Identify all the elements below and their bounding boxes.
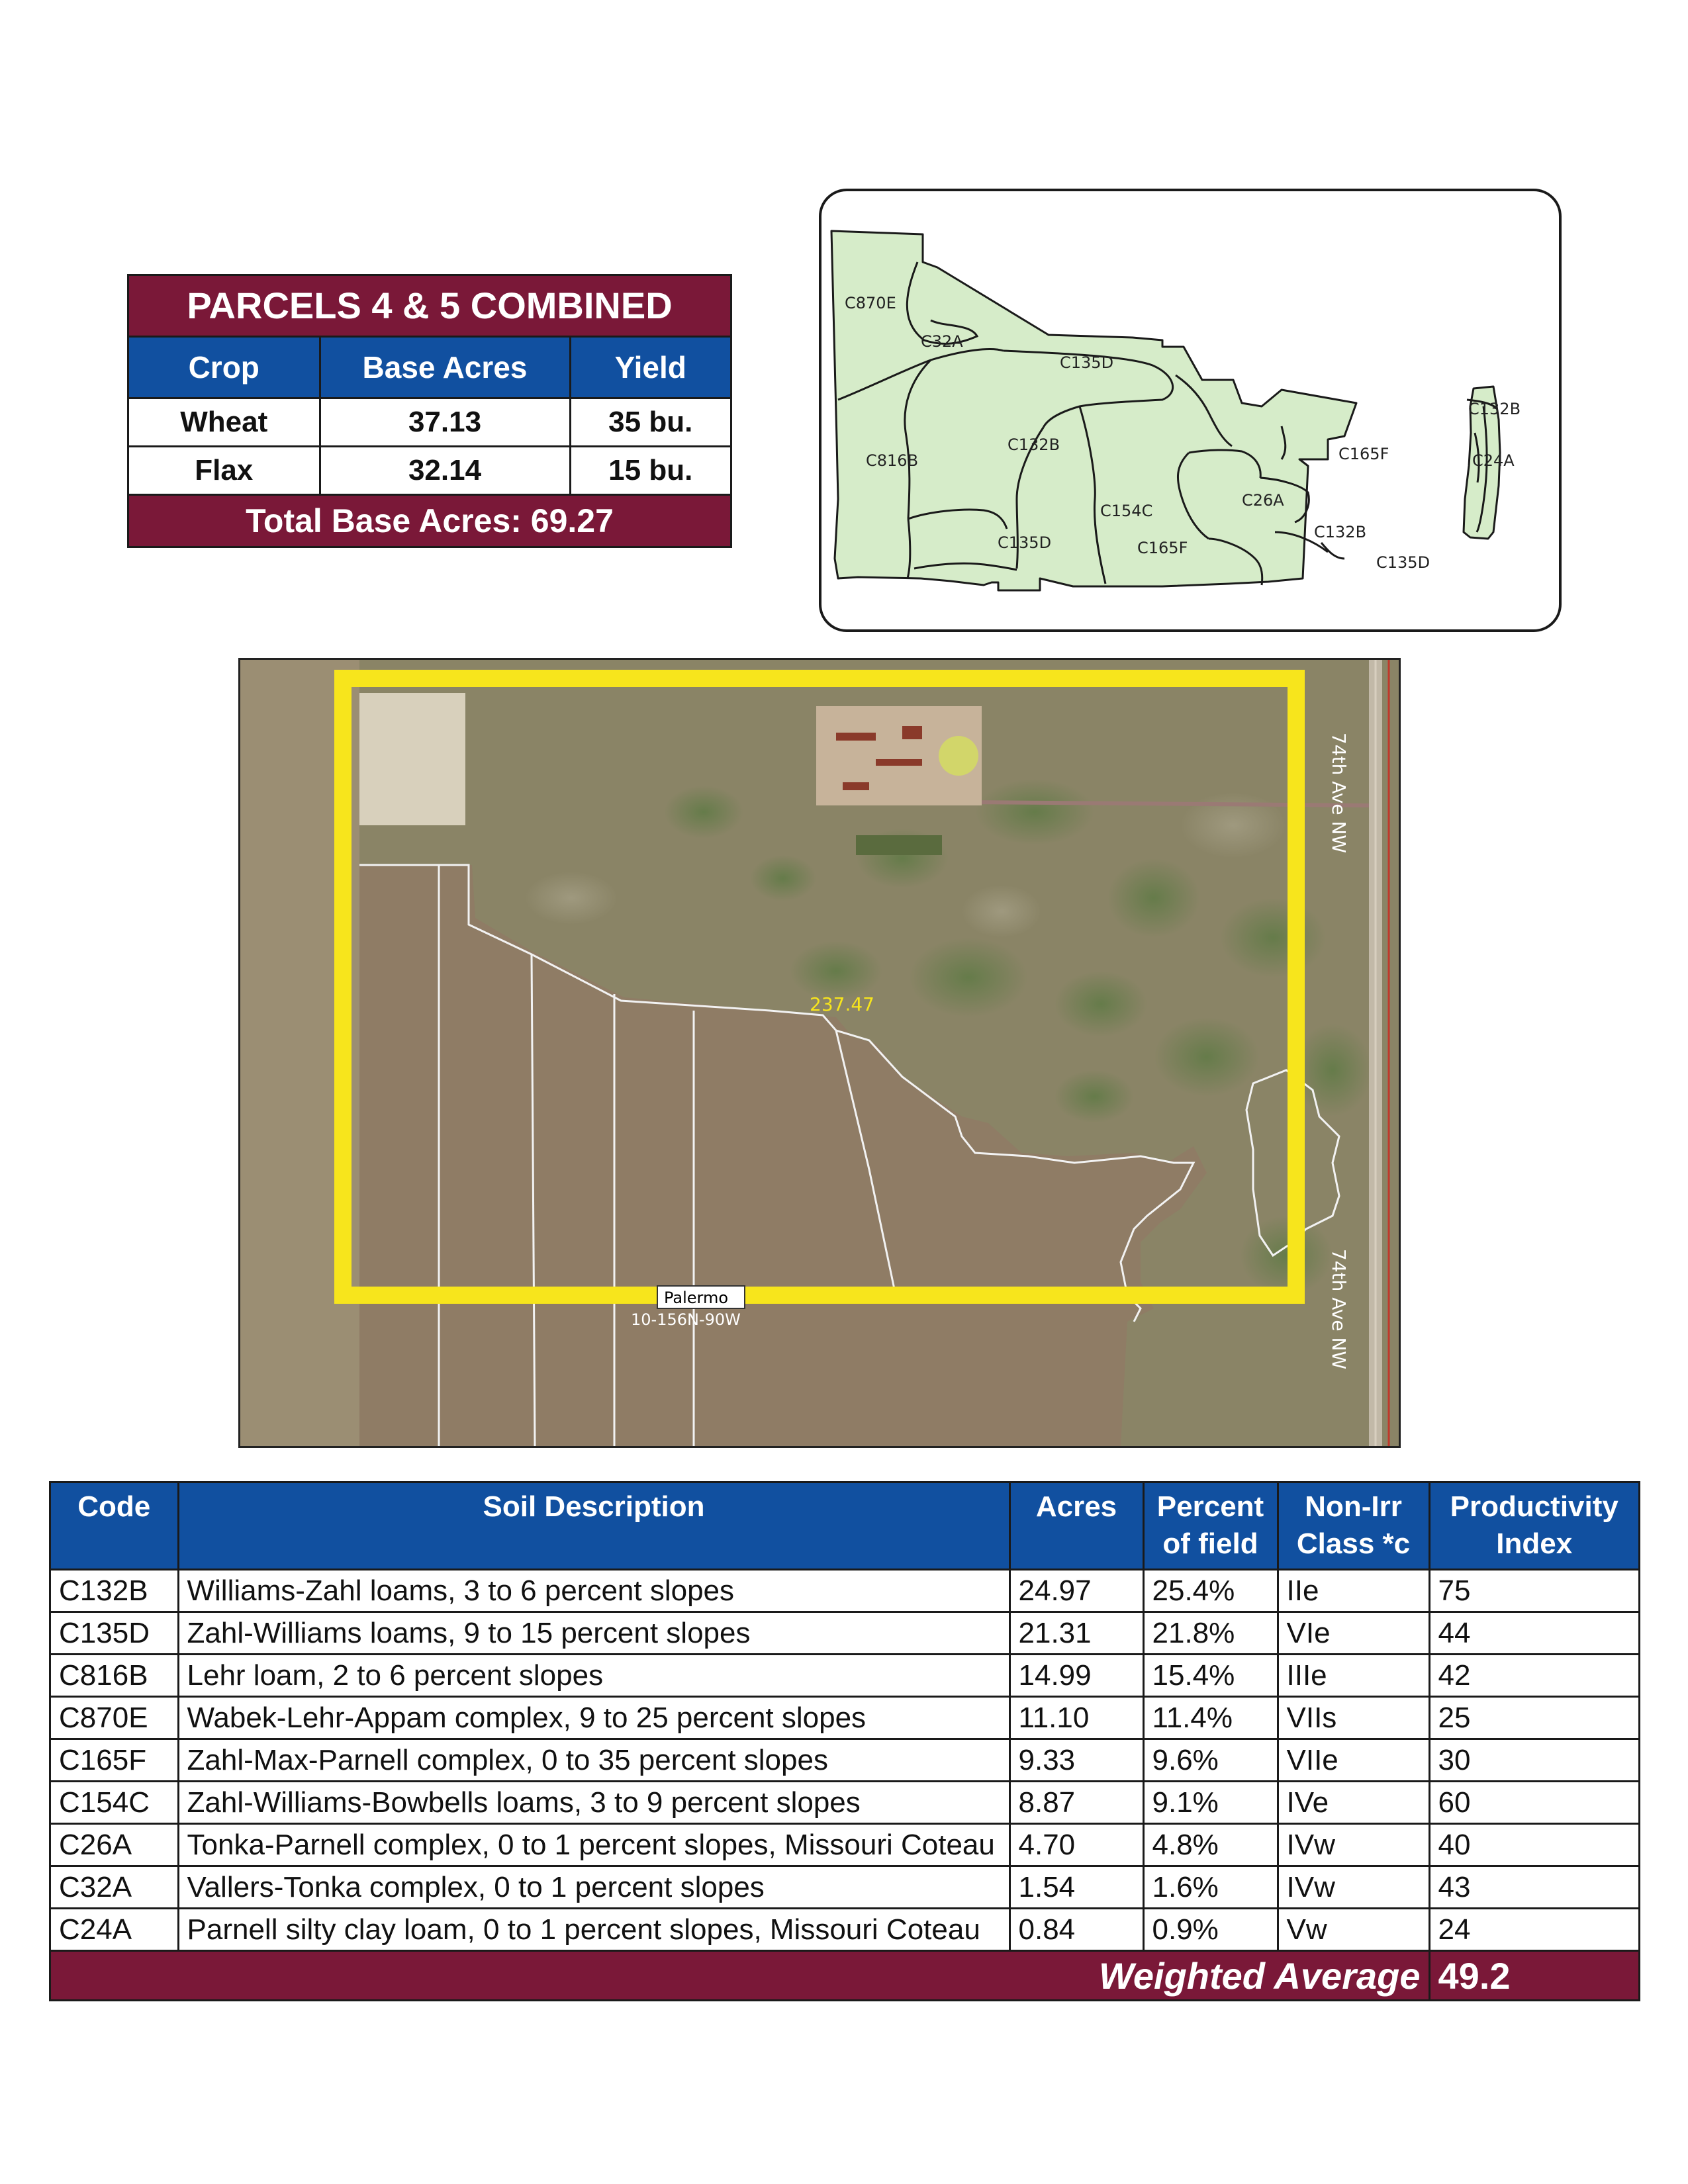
code-cell: C870E (51, 1697, 178, 1739)
aerial-photo (238, 658, 1401, 1448)
description-cell: Zahl-Williams loams, 9 to 15 percent slopes (178, 1612, 1009, 1655)
crop-cell: Wheat (129, 398, 320, 447)
header-soil-description: Soil Description (178, 1483, 1009, 1570)
index-cell: 30 (1429, 1739, 1638, 1782)
soil-header-row (51, 1483, 1638, 1570)
section-label: 10-156N-90W (631, 1310, 741, 1329)
class-cell: VIe (1278, 1612, 1429, 1655)
acres-cell: 37.13 (320, 398, 570, 447)
road-label-south: 74th Ave NW (1328, 1249, 1350, 1370)
map-label-C24A: C24A (1472, 451, 1515, 470)
class-cell: IVw (1278, 1866, 1429, 1909)
gravel-pad (359, 693, 465, 825)
map-label-C165F: C165F (1137, 539, 1188, 557)
percent-cell: 25.4% (1143, 1570, 1278, 1612)
class-cell: IIe (1278, 1570, 1429, 1612)
acreage-label: 237.47 (810, 993, 874, 1015)
class-cell: Vw (1278, 1909, 1429, 1951)
acres-cell: 8.87 (1009, 1782, 1143, 1824)
map-label-C165F: C165F (1338, 445, 1389, 463)
parcels-grid (129, 336, 730, 494)
soil-map (818, 188, 1562, 633)
class-cell: VIIe (1278, 1739, 1429, 1782)
percent-cell: 21.8% (1143, 1612, 1278, 1655)
code-cell: C32A (51, 1866, 178, 1909)
header-crop: Crop (129, 337, 320, 398)
acres-cell: 4.70 (1009, 1824, 1143, 1866)
header-code: Code (51, 1483, 178, 1570)
code-cell: C132B (51, 1570, 178, 1612)
parcels-row (129, 398, 730, 447)
header-productivity-index: Productivity Index (1429, 1483, 1638, 1570)
acres-cell: 24.97 (1009, 1570, 1143, 1612)
acres-cell: 14.99 (1009, 1655, 1143, 1697)
index-cell: 60 (1429, 1782, 1638, 1824)
class-cell: IVw (1278, 1824, 1429, 1866)
percent-cell: 15.4% (1143, 1655, 1278, 1697)
soil-row (51, 1866, 1638, 1909)
soil-table (49, 1481, 1640, 2001)
code-cell: C135D (51, 1612, 178, 1655)
description-cell: Vallers-Tonka complex, 0 to 1 percent slopes (178, 1866, 1009, 1909)
weighted-average-label: Weighted Average (51, 1951, 1429, 2000)
weighted-average-row (51, 1951, 1638, 2000)
parcels-row (129, 447, 730, 494)
code-cell: C154C (51, 1782, 178, 1824)
code-cell: C24A (51, 1909, 178, 1951)
acres-cell: 21.31 (1009, 1612, 1143, 1655)
description-cell: Zahl-Williams-Bowbells loams, 3 to 9 percent slopes (178, 1782, 1009, 1824)
index-cell: 43 (1429, 1866, 1638, 1909)
soil-row (51, 1739, 1638, 1782)
index-cell: 24 (1429, 1909, 1638, 1951)
percent-cell: 9.1% (1143, 1782, 1278, 1824)
soil-rows (51, 1570, 1638, 1951)
description-cell: Parnell silty clay loam, 0 to 1 percent slopes, Missouri Coteau (178, 1909, 1009, 1951)
map-label-C132B: C132B (1008, 435, 1060, 454)
parcels-header-row (129, 337, 730, 398)
class-cell: IVe (1278, 1782, 1429, 1824)
percent-cell: 9.6% (1143, 1739, 1278, 1782)
map-label-C135D: C135D (1376, 553, 1430, 572)
index-cell: 25 (1429, 1697, 1638, 1739)
description-cell: Wabek-Lehr-Appam complex, 9 to 25 percent slopes (178, 1697, 1009, 1739)
description-cell: Zahl-Max-Parnell complex, 0 to 35 percent slopes (178, 1739, 1009, 1782)
total-base-acres: Total Base Acres: 69.27 (129, 494, 730, 546)
map-label-C870E: C870E (845, 294, 896, 312)
code-cell: C26A (51, 1824, 178, 1866)
header-yield: Yield (570, 337, 730, 398)
acres-cell: 9.33 (1009, 1739, 1143, 1782)
index-cell: 40 (1429, 1824, 1638, 1866)
acres-cell: 0.84 (1009, 1909, 1143, 1951)
acres-cell: 1.54 (1009, 1866, 1143, 1909)
percent-cell: 0.9% (1143, 1909, 1278, 1951)
map-label-C154C: C154C (1100, 502, 1153, 520)
map-label-C132B: C132B (1468, 400, 1521, 418)
soil-row (51, 1782, 1638, 1824)
place-label: Palermo (664, 1289, 729, 1307)
map-label-C816B: C816B (866, 451, 919, 470)
header-acres: Acres (1009, 1483, 1143, 1570)
soil-row (51, 1824, 1638, 1866)
description-cell: Lehr loam, 2 to 6 percent slopes (178, 1655, 1009, 1697)
percent-cell: 11.4% (1143, 1697, 1278, 1739)
map-label-C32A: C32A (921, 332, 963, 351)
acres-cell: 32.14 (320, 447, 570, 494)
crop-cell: Flax (129, 447, 320, 494)
map-label-C135D: C135D (998, 533, 1052, 552)
code-cell: C165F (51, 1739, 178, 1782)
header-non-irr-class: Non-Irr Class *c (1278, 1483, 1429, 1570)
percent-cell: 4.8% (1143, 1824, 1278, 1866)
place-label-box (657, 1286, 745, 1308)
header-percent-of-field: Percent of field (1143, 1483, 1278, 1570)
soil-row (51, 1697, 1638, 1739)
code-cell: C816B (51, 1655, 178, 1697)
class-cell: IIIe (1278, 1655, 1429, 1697)
parcels-title: PARCELS 4 & 5 COMBINED (129, 276, 730, 336)
map-label-C26A: C26A (1242, 491, 1284, 510)
soil-row (51, 1655, 1638, 1697)
class-cell: VIIs (1278, 1697, 1429, 1739)
soil-grid (51, 1483, 1638, 1999)
map-label-C135D: C135D (1060, 353, 1114, 372)
percent-cell: 1.6% (1143, 1866, 1278, 1909)
shelterbelt (856, 835, 942, 855)
weighted-average-value: 49.2 (1429, 1951, 1638, 2000)
index-cell: 75 (1429, 1570, 1638, 1612)
yield-cell: 35 bu. (570, 398, 730, 447)
parcels-table (127, 274, 732, 548)
acres-cell: 11.10 (1009, 1697, 1143, 1739)
soil-row (51, 1909, 1638, 1951)
yield-cell: 15 bu. (570, 447, 730, 494)
map-label-C132B: C132B (1314, 523, 1367, 541)
description-cell: Williams-Zahl loams, 3 to 6 percent slopes (178, 1570, 1009, 1612)
soil-row (51, 1570, 1638, 1612)
index-cell: 44 (1429, 1612, 1638, 1655)
header-base-acres: Base Acres (320, 337, 570, 398)
road-label-north: 74th Ave NW (1328, 733, 1350, 854)
soil-row (51, 1612, 1638, 1655)
index-cell: 42 (1429, 1655, 1638, 1697)
well-site-pond (939, 736, 978, 776)
description-cell: Tonka-Parnell complex, 0 to 1 percent slopes, Missouri Coteau (178, 1824, 1009, 1866)
